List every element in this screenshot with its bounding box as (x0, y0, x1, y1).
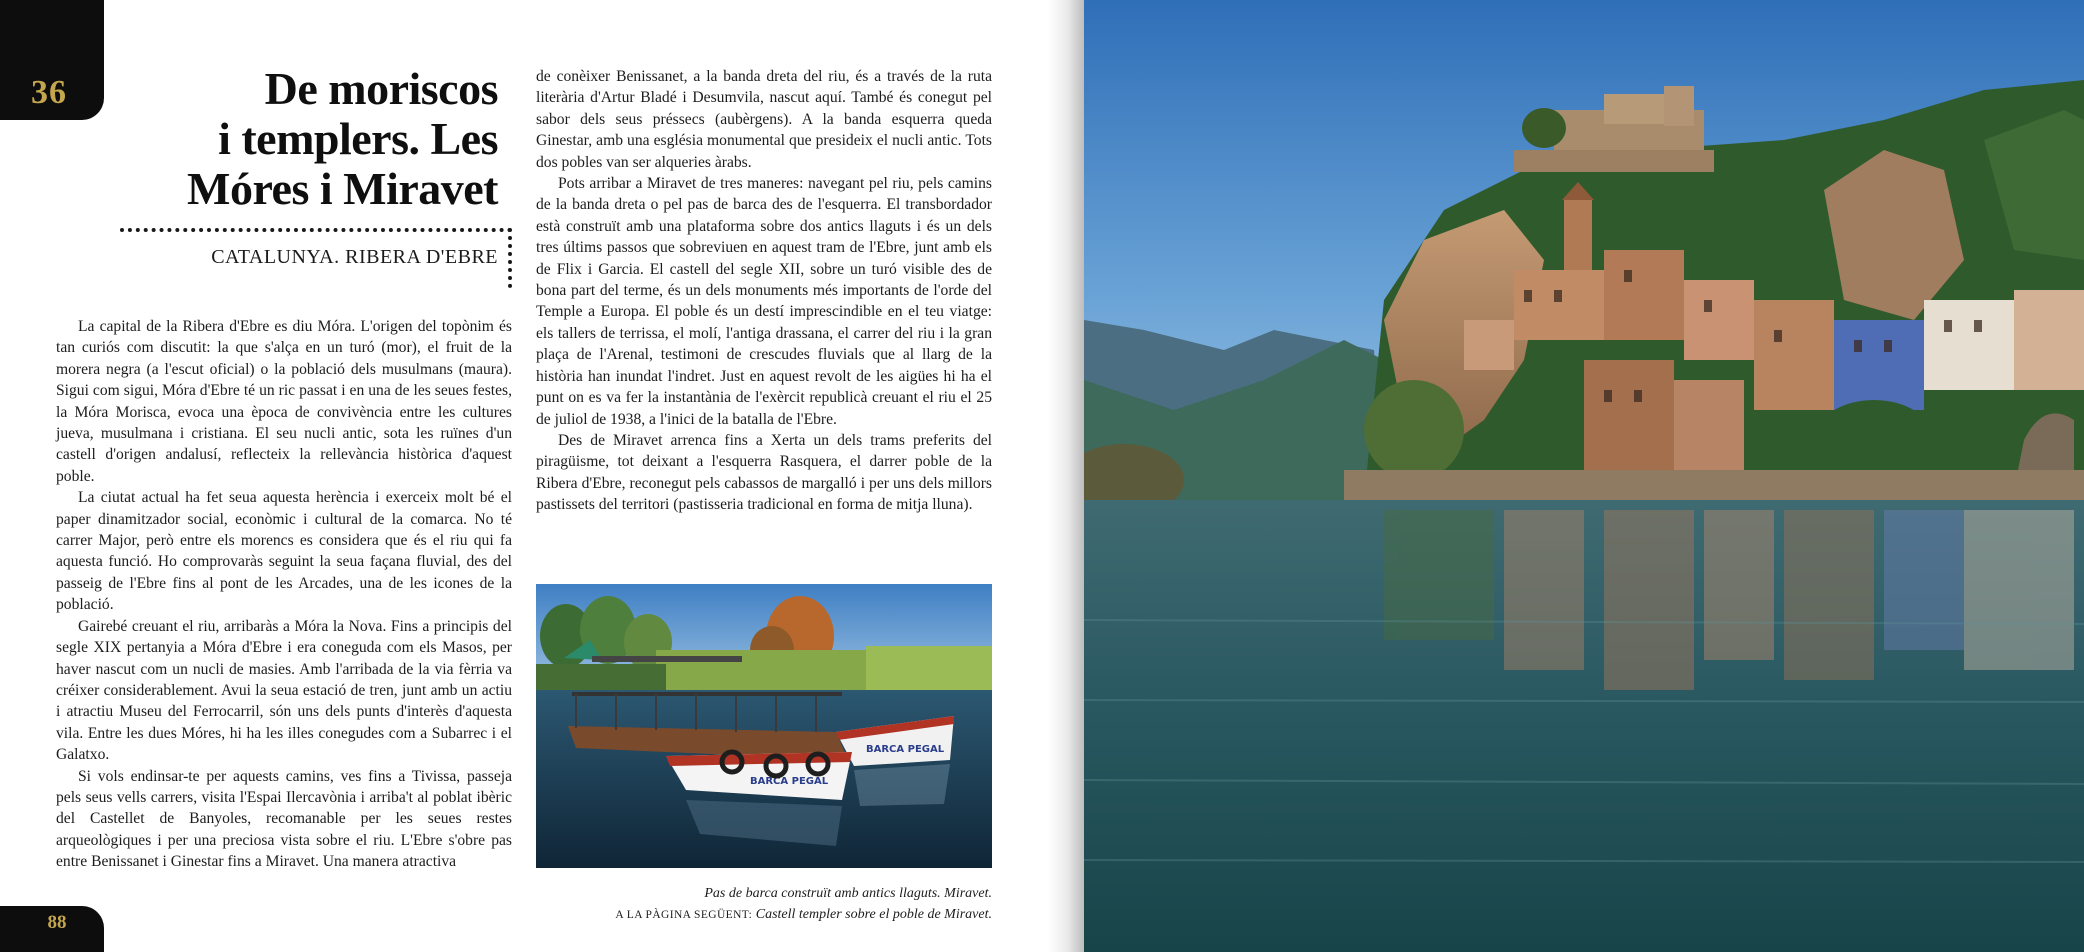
page-number: 88 (47, 912, 67, 933)
paragraph: Gairebé creuant el riu, arribaràs a Móra la Nova. Fins a principis del segle XIX pertanyia a Móra d'Ebre i era coneguda com els Masos, per haver nascut com un nucli de masies. Amb l'arribada de la via fèrria va créixer considerablement. Avui la seua estació de tren, junt amb un actiu i atractiu Museu del Ferrocarril, són uns dels punts d'interès d'aquesta vila. Entre les dues Móres, hi ha les illes conegudes com a Subarrec i el Galatxo. (56, 617, 512, 764)
caption-lead: A LA PÀGINA SEGÜENT: (615, 909, 753, 921)
front-boat-name: BARCA PEGAL (750, 776, 829, 787)
rear-boat-name: BARCA PEGAL (866, 744, 945, 755)
paragraph: Pots arribar a Miravet de tres maneres: navegant pel riu, pels camins de la banda dreta o pel pas de barca des de l'esquerra. El transbordador està construït amb una plataforma sobre dos antics llaguts i és un dels tres últims passos que sobreviuen en aquest tram de l'Ebre, junt amb els de Flix i Garcia. El castell del segle XII, sobre un turó visible des de bona part del terme, és un dels monuments més importants de l'orde del Temple a Europa. El poble és un destí imprescindible en el teu viatge: els tallers de terrissa, el molí, l'antiga drassana, el carrer del riu i la gran plaça de l'Arenal, testimoni de crescudes fluvials que al llarg de la història han inundat l'indret. Just en aquest revolt de les aigües hi ha el punt on es va fer la instantània de l'exèrcit republicà creuant el riu el 25 de juliol de 1938, a l'inici de la batalla de l'Ebre. (536, 175, 992, 428)
text-column-2 (536, 66, 992, 516)
paragraph: Si vols endinsar-te per aquests camins, ves fins a Tivissa, passeja pels seus vells carrers, visita l'Espai Ilercavònia i arriba't al poblat ibèric del Castellet de Banyoles, recomanable per les seues restes arqueològiques i per una preciosa vista sobre el riu. L'Ebre s'obre pas entre Benissanet i Ginestar fins a Miravet. Una manera atractiva (56, 767, 512, 871)
paragraph: Des de Miravet arrenca fins a Xerta un dels trams preferits del piragüisme, tot deixant a l'esquerra Rasquera, el darrer poble de la Ribera d'Ebre, reconegut pels cabassos de margalló i per uns dels millors pastissets del territori (pastisseria tradicional en forma de mitja lluna). (536, 431, 992, 514)
paragraph: La capital de la Ribera d'Ebre es diu Móra. L'origen del topònim és tan curiós com discutit: la que s'alça en un turó (mor), el fruit de la morera negra (a l'escut oficial) o la població dels musulmans (maura). Sigui com sigui, Móra d'Ebre té un ric passat i en una de les seues festes, la Móra Morisca, evoca una època de convivència entre les cultures jueva, musulmana i cristiana. El seu nucli antic, sota les ruïnes d'un castell d'origen andalusí, reflecteix la rellevància històrica d'aquest poble. (56, 318, 512, 485)
photo-caption: Pas de barca construït amb antics llaguts. Miravet. (704, 886, 992, 901)
book-gutter (1048, 0, 1084, 952)
ferry-photo (536, 584, 992, 868)
text-column-1 (56, 316, 512, 873)
caption-text: Castell templer sobre el poble de Miravet. (755, 907, 992, 922)
ferry-illustration (536, 584, 992, 868)
right-page-photo (1084, 0, 2084, 952)
article-subtitle: CATALUNYA. RIBERA D'EBRE (211, 246, 498, 268)
title-line: De moriscos (264, 63, 498, 114)
article-title (120, 64, 498, 214)
paragraph: de conèixer Benissanet, a la banda dreta del riu, és a través de la ruta literària d'Artur Bladé i Desumvila, nascut aquí. També és conegut pel sabor dels seus préssecs (aubèrgens). A la banda esquerra queda Ginestar, amb una església monumental que presideix el nucli antic. Tots dos pobles van ser alqueries àrabs. (536, 68, 992, 171)
miravet-castle-photo (1084, 0, 2084, 952)
paragraph: La ciutat actual ha fet seua aquesta herència i exerceix molt bé el paper dinamitzador social, econòmic i cultural de la comarca. No té carrer Major, però entre els morencs es considera que és el riu qui fa aquesta funció. Ho comprovaràs seguint la seua façana fluvial, des del passeig de l'Ebre fins al pont de les Arcades, una de les icones de la població. (56, 489, 512, 614)
title-line: i templers. Les (218, 113, 498, 164)
chapter-number: 36 (31, 74, 67, 111)
next-page-caption (536, 904, 992, 926)
title-dotted-rule (120, 228, 512, 232)
title-dotted-vertical-rule (508, 228, 512, 288)
title-line: Móres i Miravet (187, 163, 498, 214)
